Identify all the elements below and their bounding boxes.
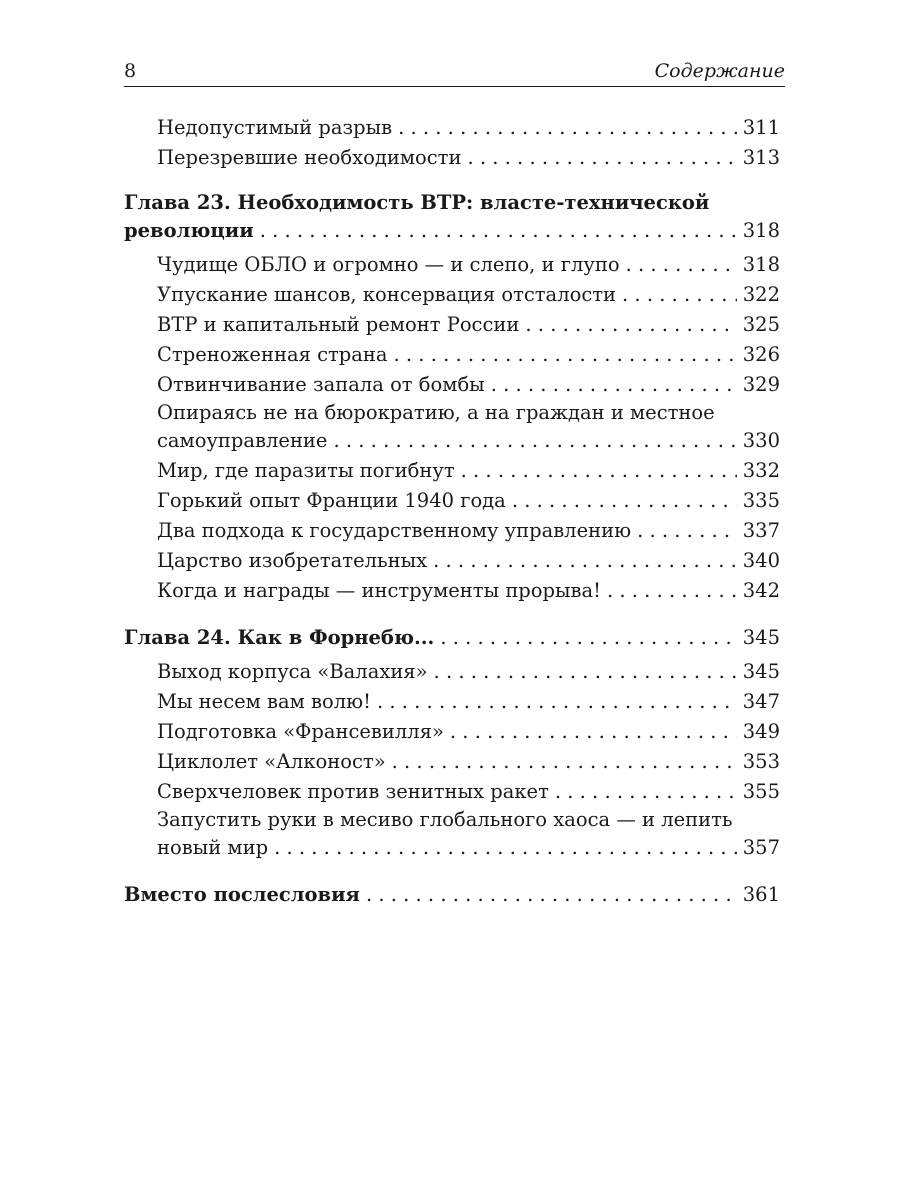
toc-entry-title: Сверхчеловек против зенитных ракет bbox=[157, 780, 549, 803]
toc-entry-title: Циклолет «Алконост» bbox=[157, 750, 386, 773]
dot-leader bbox=[333, 426, 736, 456]
toc-entry-page: 342 bbox=[742, 579, 780, 602]
dot-leader bbox=[525, 310, 736, 340]
page-number: 8 bbox=[124, 60, 137, 82]
dot-leader bbox=[637, 516, 737, 546]
toc-entry bbox=[157, 546, 780, 576]
running-title: Содержание bbox=[654, 60, 785, 82]
toc-entry bbox=[157, 777, 780, 807]
toc-entry-title: Два подхода к государственному управлению bbox=[157, 519, 632, 542]
toc-entry-title: Чудище ОБЛО и огромно — и слепо, и глупо bbox=[157, 253, 620, 276]
toc-entry-page: 330 bbox=[742, 429, 780, 452]
toc-entry-page: 355 bbox=[742, 780, 780, 803]
toc-entry-title: Вместо послесловия bbox=[124, 883, 360, 906]
dot-leader bbox=[392, 747, 737, 777]
toc-entry-page: 340 bbox=[742, 549, 780, 572]
toc-entry-page: 337 bbox=[742, 519, 780, 542]
toc-entry-title: Горький опыт Франции 1940 года bbox=[157, 489, 506, 512]
toc-entry-title: Глава 24. Как в Форнебю... bbox=[124, 626, 435, 649]
toc-entry-page: 353 bbox=[742, 750, 780, 773]
toc-chapter-entry bbox=[124, 623, 780, 653]
toc-entry-page: 326 bbox=[742, 343, 780, 366]
toc-entry bbox=[157, 657, 780, 687]
toc-entry-title: Мы несем вам волю! bbox=[157, 690, 371, 713]
toc-entry-title: ВТР и капитальный ремонт России bbox=[157, 313, 520, 336]
toc-entry-title: Подготовка «Франсевилля» bbox=[157, 720, 444, 743]
toc-entry-title: Упускание шансов, консервация отсталости bbox=[157, 283, 617, 306]
dot-leader bbox=[467, 143, 736, 173]
toc-entry bbox=[157, 370, 780, 400]
toc-entry-page: 318 bbox=[742, 253, 780, 276]
dot-leader bbox=[450, 717, 737, 747]
dot-leader bbox=[366, 880, 737, 910]
dot-leader bbox=[555, 777, 737, 807]
toc-entry bbox=[157, 143, 780, 173]
dot-leader bbox=[626, 250, 737, 280]
dot-leader bbox=[491, 370, 737, 400]
toc-entry-title: Опираясь не на бюрократию, а на граждан и местное bbox=[157, 401, 715, 424]
toc-entry bbox=[157, 717, 780, 747]
toc-entry-title: Глава 23. Необходимость ВТР: власте-технической bbox=[124, 191, 710, 214]
toc-entry bbox=[157, 687, 780, 717]
toc-entry-page: 361 bbox=[742, 883, 780, 906]
toc-entry-page: 347 bbox=[742, 690, 780, 713]
toc-entry-page: 313 bbox=[742, 146, 780, 169]
dot-leader bbox=[622, 280, 737, 310]
toc-entry-title-continued: новый мир bbox=[157, 836, 269, 859]
toc-entry-page: 335 bbox=[742, 489, 780, 512]
dot-leader bbox=[512, 486, 737, 516]
toc-entry-page: 345 bbox=[742, 660, 780, 683]
dot-leader bbox=[434, 657, 737, 687]
dot-leader bbox=[433, 546, 737, 576]
toc-entry-page: 332 bbox=[742, 459, 780, 482]
toc-entry-page: 329 bbox=[742, 373, 780, 396]
dot-leader bbox=[440, 623, 736, 653]
toc-entry-title: Когда и награды — инструменты прорыва! bbox=[157, 579, 601, 602]
toc-entry-title-continued: самоуправление bbox=[157, 429, 328, 452]
toc-entry-page: 345 bbox=[742, 626, 780, 649]
toc-entry-title: Недопустимый разрыв bbox=[157, 116, 393, 139]
toc-entry bbox=[157, 747, 780, 777]
toc-entry-title: Царство изобретательных bbox=[157, 549, 428, 572]
dot-leader bbox=[394, 340, 737, 370]
page-header bbox=[124, 60, 785, 87]
toc-entry-page: 318 bbox=[742, 219, 780, 242]
toc-entry bbox=[157, 400, 780, 456]
toc-entry-title: Стреноженная страна bbox=[157, 343, 388, 366]
dot-leader bbox=[260, 216, 737, 246]
dot-leader bbox=[398, 113, 737, 143]
toc-entry-page: 322 bbox=[742, 283, 780, 306]
dot-leader bbox=[377, 687, 737, 717]
toc-entry bbox=[157, 807, 780, 863]
toc-entry bbox=[157, 280, 780, 310]
toc-entry bbox=[157, 486, 780, 516]
toc-entry-title: Выход корпуса «Валахия» bbox=[157, 660, 428, 683]
toc-entry bbox=[157, 310, 780, 340]
toc-entry-title: Отвинчивание запала от бомбы bbox=[157, 373, 485, 396]
toc-entry-title: Мир, где паразиты погибнут bbox=[157, 459, 455, 482]
toc-entry bbox=[157, 250, 780, 280]
toc-entry-page: 311 bbox=[742, 116, 780, 139]
toc-chapter-entry bbox=[124, 880, 780, 910]
toc-entry-title: Запустить руки в месиво глобального хаоса — и лепить bbox=[157, 808, 733, 831]
dot-leader bbox=[607, 576, 737, 606]
toc-entry bbox=[157, 516, 780, 546]
toc-entry bbox=[157, 113, 780, 143]
toc-chapter-entry bbox=[124, 190, 780, 246]
dot-leader bbox=[274, 833, 737, 863]
toc-entry bbox=[157, 576, 780, 606]
toc-entry-page: 349 bbox=[742, 720, 780, 743]
dot-leader bbox=[461, 456, 737, 486]
toc-entry-title: Перезревшие необходимости bbox=[157, 146, 462, 169]
toc-entry-title-continued: революции bbox=[124, 219, 254, 242]
toc-entry bbox=[157, 456, 780, 486]
toc-entry-page: 325 bbox=[742, 313, 780, 336]
toc-entry bbox=[157, 340, 780, 370]
table-of-contents bbox=[124, 113, 780, 910]
toc-entry-page: 357 bbox=[742, 836, 780, 859]
